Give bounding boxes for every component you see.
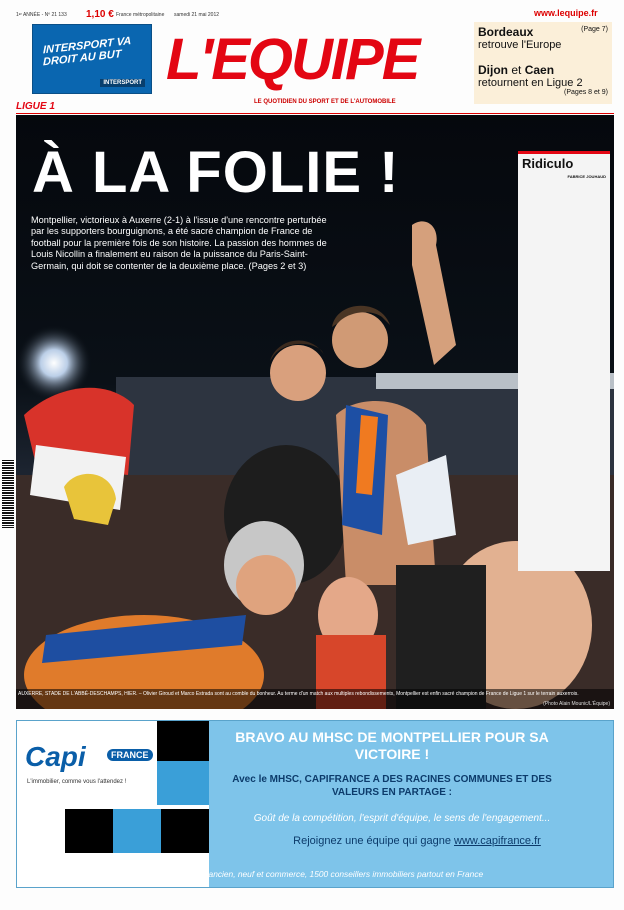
issue-date: samedi 21 mai 2012 <box>174 12 220 18</box>
editorial-signature: FABRICE JOUHAUD <box>567 174 606 179</box>
checker-block <box>157 721 209 761</box>
teaser-page-ref-2: (Pages 8 et 9) <box>564 89 608 96</box>
capifrance-website-link[interactable]: www.capifrance.fr <box>454 835 541 847</box>
capifrance-headline: BRAVO AU MHSC DE MONTPELLIER POUR SA VICTOIRE ! <box>235 729 549 762</box>
teaser-box[interactable] <box>474 22 612 104</box>
checker-block <box>157 761 209 805</box>
capifrance-values: Goût de la compétition, l'esprit d'équipe, le sens de l'engagement... <box>253 813 551 824</box>
masthead-tagline: LE QUOTIDIEN DU SPORT ET DE L'AUTOMOBILE <box>254 99 396 105</box>
photo-caption <box>16 689 614 709</box>
price: 1,10 € <box>86 9 114 20</box>
capifrance-subhead: Avec le MHSC, CAPIFRANCE A DES RACINES COMMUNES ET DES VALEURS EN PARTAGE : <box>232 774 552 798</box>
barcode <box>2 460 14 528</box>
main-photo <box>16 115 614 709</box>
intersport-ad[interactable] <box>32 24 152 94</box>
section-divider <box>16 113 614 114</box>
teaser-dijon: Dijon <box>478 63 508 77</box>
teaser-subtitle-1: retrouve l'Europe <box>478 39 562 51</box>
raised-arm <box>412 221 456 365</box>
checker-block <box>113 809 161 853</box>
teaser-title-dijon-caen <box>478 63 608 77</box>
teaser-title-bordeaux: Bordeaux <box>478 25 534 39</box>
photo-credit: (Photo Alain Mounic/L'Équipe) <box>543 701 610 707</box>
capifrance-footer: CAPIFRANCE : Acteur majeur dans l'immobilier ancien, neuf et commerce, 1500 conseillers immobiliers partout en France <box>29 869 484 879</box>
capifrance-cta-prefix: Rejoignez une équipe qui gagne <box>293 835 455 847</box>
masthead-logo: L'EQUIPE <box>166 27 419 92</box>
intersport-logo: INTERSPORT <box>100 79 145 87</box>
capifrance-slogan: L'immobilier, comme vous l'attendez ! <box>27 779 127 785</box>
capifrance-brand: Capi <box>25 741 86 772</box>
player-left-head <box>270 345 326 401</box>
lede-paragraph: Montpellier, victorieux à Auxerre (2-1) à l'issue d'une rencontre perturbée par les supporters bourguignons, a été sacré champion de France de football pour la première fois de son histoire. La passion des hommes de Louis Nicollin a finalement eu raison de la puissance du Paris-Saint-Germain, qui doit se contenter de la deuxième place. (Pages 2 et 3) <box>31 215 327 271</box>
fan-face-grey <box>236 555 296 615</box>
fan-dark-jacket <box>396 565 486 709</box>
teaser-subtitle-2: retournent en Ligue 2 <box>478 77 583 89</box>
teaser-et: et <box>508 63 525 77</box>
issue-info-strip <box>16 8 472 22</box>
capifrance-logo-panel <box>17 721 209 887</box>
editorial-column <box>518 151 610 571</box>
capifrance-brand-suffix: FRANCE <box>107 749 153 761</box>
teaser-caen: Caen <box>524 63 555 77</box>
section-label: LIGUE 1 <box>16 101 55 112</box>
capifrance-ad[interactable] <box>16 720 614 888</box>
intersport-ad-text: INTERSPORT VA DROIT AU BUT <box>43 35 131 69</box>
editorial-title: Ridiculo <box>522 156 574 171</box>
headline: À LA FOLIE ! <box>32 140 400 205</box>
checker-block <box>161 809 209 853</box>
caption-text: AUXERRE, STADE DE L'ABBÉ-DESCHAMPS, HIER. – Olivier Giroud et Marco Estrada sont au comble du bonheur. Au terme d'un match aux multiples rebondissements, Montpellier est enfin sacré champion de France de Ligue 1 sur le terrain auxerrois. <box>18 691 579 697</box>
issue-number: 1ᵉʳ ANNÉE - Nº 21 133 <box>16 12 67 18</box>
distribution-zone: France métropolitaine <box>116 12 165 18</box>
website-link[interactable]: www.lequipe.fr <box>534 8 598 18</box>
teaser-page-ref-1: (Page 7) <box>581 26 608 33</box>
checker-block <box>65 809 113 853</box>
capifrance-cta <box>257 835 577 847</box>
